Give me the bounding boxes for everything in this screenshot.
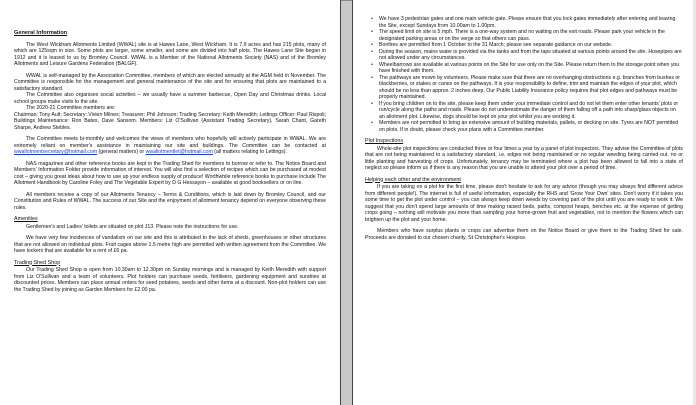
general-information-heading: General Information bbox=[14, 30, 68, 36]
list-item: • If you bring children on to the site, please keep them under your immediate control and do not let them enter other tenants' plots or run/cycle along the paths and roads. Please do not underestimate the danger of them falling off a path into sharp/glass objects on an allotment plot. Likewise, dogs should be kept on your plot whilst you are working it. bbox=[373, 101, 683, 121]
tenancy-paragraph: All members receive a copy of our Allotments Tenancy – Terms & Conditions, which is laid down by Bromley Council, and our Constitution and Rules of WWAL. The success of our Site and the enjoyment of allotment tenancy depend on everyone observing these rules. bbox=[14, 191, 326, 211]
list-item: • During the season, mains water is provided via the tanks and from the taps situated at various points around the site. Hosepipes are not allowed under any circumstances. bbox=[373, 49, 683, 62]
plot-inspections-text: Whole-site plot inspections are conducted three or four times a year by a panel of plot inspectors. They advise the Committee of plots that are not being maintained to a satisfactory standard, i.e. edges not being maintained or no regular weeding being carried out, no or little planting and harvesting of crops. Unfortunately, tenancy may be terminated where a plot has been allowed to fall into a state of neglect so please inform us if there is any reason that you are unable to attend your plot over a period of time. bbox=[365, 145, 683, 171]
list-item: • Wheelbarrows are available at various points on the Site for use only on the Site. Please return them to the storage point when you have finished with them. bbox=[373, 62, 683, 75]
site-rules-list bbox=[365, 16, 683, 133]
list-item: • The pathways are mown by volunteers. Please make sure that there are no overhanging obstructions e.g. branches from bushes or blackberries, or stakes or canes on the pathways. It is your responsibility to define, trim and maintain the edges of your plot, which should be no less than approx. 2 inches deep. Our Public Liability Insurance policy requires that plot edges and pathways must be properly maintained. bbox=[373, 75, 683, 101]
management-paragraph: WWAL is self-managed by the Association Committee, members of which are elected annually at the AGM held in November. The Committee is responsible for the management and general maintenance of the site and for ensuring that plots are maintained to a satisfactory standard. bbox=[14, 72, 326, 92]
trading-shed-heading: Trading Shed Shop bbox=[14, 259, 61, 266]
contact-text-1: The Committee meets bi-monthly and welcomes the views of members who hopefully will actively participate in WWAL. We are extremely reliant on member's assistance in maintaining our site and buildings. The Committee can be contacted at bbox=[14, 136, 326, 149]
helping-heading: Helping each other and the environment bbox=[365, 176, 461, 183]
left-page bbox=[0, 0, 340, 405]
amenities-text: Gentlemen's and Ladies' toilets are situated on plot J13. Please note the instructions for use. bbox=[26, 223, 239, 230]
lettings-email-link[interactable]: wwallotmentlet@hotmail.com bbox=[145, 149, 213, 155]
list-item: • Members are not permitted to bring an extensive amount of building materials, pallets, or decking on site. Tyres are NOT permitted on plots. If in doubt, please check your plans with a Committee member. bbox=[373, 120, 683, 133]
list-item: • Bonfires are permitted from 1 October to the 31 March; please see separate guidance on our website. bbox=[373, 42, 683, 49]
plot-inspections-heading: Plot Inspections bbox=[365, 138, 404, 144]
list-item: • The speed limit on site is 5 mph. There is a one-way system and no waiting on the exit roads. Please park your vehicle in the designated parking areas or on the verge so that others can pass. bbox=[373, 29, 683, 42]
contact-text-3: (all matters relating to Lettings). bbox=[214, 149, 287, 155]
committee-members: Chairman: Tony Ault; Secretary: Vivien Milnes; Treasurer: Phil Johnson; Trading Secretary: Keith Meredith; Lettings Officer: Paul Rispoli; Buildings Maintenance: Ron Bates, Dave Sansom. Members: Liz O'Sullivan (Assistant Trading Secretary), Sarah Chant, Gareth Sharpe, Andrew Stebles. bbox=[14, 111, 326, 131]
trading-shed-text: Our Trading Shed Shop is open from 10.30am to 12.30pm on Sunday mornings and is managed by Keith Meredith with support from Liz O'Sullivan and a team of volunteers. Plot holders can purchase seeds, fertilisers, gardening equipment and sundries at discounted prices. Members can place annual orders for seed potatoes, seeds and other items at a discount. Non-plot holders can use the Trading Shed by joining as Garden Members for £2.00 pa. bbox=[14, 267, 326, 293]
gutter-top-line bbox=[341, 0, 352, 1]
vandalism-paragraph: We have very few incidences of vandalism on our site and this is attributed to the lack of sheds, greenhouses or other structures that are not allowed on individual plots. Fruit cages above 1.5 metre high are permitted with written agreement from the Committee. We have lockers that are available for a rent of £6 pa. bbox=[14, 235, 326, 254]
page-divider-left bbox=[340, 0, 341, 405]
amenities-heading: Amenities bbox=[14, 216, 38, 222]
helping-text: If you are taking on a plot for the first time, please don't hesitate to ask for any advice (though you may always find different advice from different people!). The internet is full of useful information, especially the RHS and 'Grow Your Own' sites. Don't worry if it takes you some time to get the plot under control – you can always keep down weeds by covering part of the plot until you are ready to work it. We suggest that you don't spend large amounts of time making raised beds, paths, compost heaps, benches etc. at the expense of getting crops going – nothing will motivate you more than sampling your home-grown fruit and vegetables, not to mention the flowers which can brighten up the plot and your home. bbox=[365, 184, 683, 223]
surplus-plants-text: Members who have surplus plants or crops can advertise them on the Notice Board or give them to the Trading Shed for sale. Proceeds are donated to our chosen charity, St Christopher's Hospice. bbox=[365, 228, 683, 241]
right-page bbox=[353, 0, 693, 405]
contact-paragraph bbox=[14, 136, 326, 156]
intro-paragraph: The West Wickham Allotments Limited (WWAL) site is at Hawes Lane, West Wickham. It is 7.9 acres and has 215 plots, many of which are 125sqm in size. Some plots are larger, some smaller, and some are divided into half plots. The Hawes Lane Site began in 1912 and it is leased to us by Bromley Council. WWAL is a Member of the National Allotments Society (NAS) and of the Bromley Allotments and Leisure Gardens Federation (BALGF). bbox=[14, 41, 326, 67]
contact-text-2: (general matters) or bbox=[98, 149, 145, 155]
general-email-link[interactable]: wwallotmentsecretary@hotmail.com bbox=[14, 149, 98, 155]
social-paragraph: The Committee also organises social activities – we usually have a summer barbecue, Open Day and Christmas drinks. Local school groups make visits to the site. bbox=[14, 92, 326, 105]
committee-intro: The 2020-21 Committee members are: bbox=[26, 105, 116, 111]
reference-books-paragraph: NAS magazines and other reference books are kept in the Trading Shed for members to borrow or refer to. The Notice Board and Members' Information Folder provide information of interest. You will also find a selection of recipes which can be purchased at modest cost – giving you great ideas about how to use up your endless supply of produce! Worthwhile reference books to purchase include The Allotment Handbook by Caroline Foley and The Vegetable Expert by D G Hessayon – available at good booksellers or on line. bbox=[14, 160, 326, 186]
list-item: • We have 3 pedestrian gates and one main vehicle gate. Please ensure that you lock gates immediately after entering and leaving the Site, except Sundays from 10.00am to 1.00pm. bbox=[373, 16, 683, 29]
